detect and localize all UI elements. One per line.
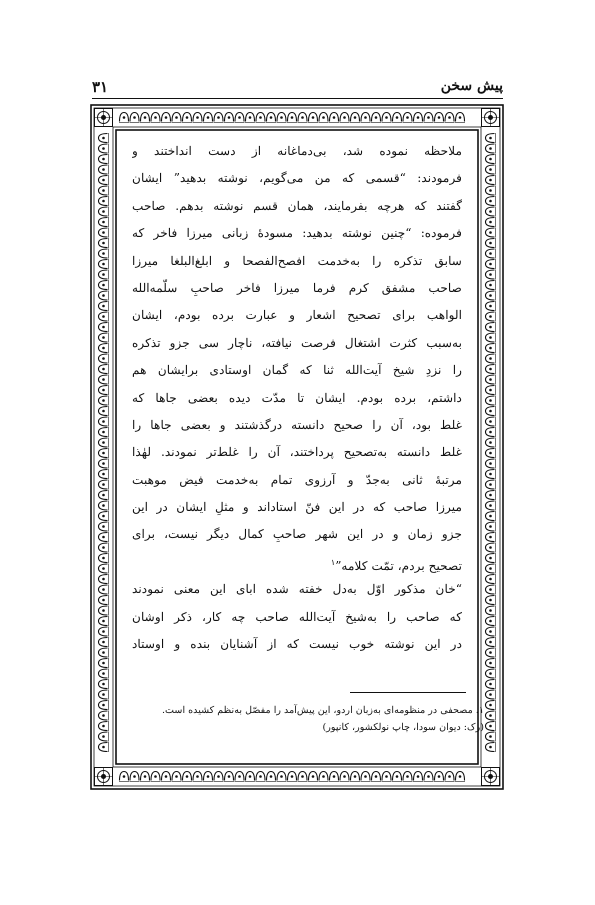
text-line: داشتم، برده بودم. ایشان تا مدّت دیده بعضی جاها که: [132, 390, 462, 405]
text-line: گفتند که هرچه بفرمایند، همان قسم نوشته بدهم. صاحب: [132, 198, 462, 213]
text-line: را نزدِ شیخ آیت‌الله ثنا که گمان اوستادی برایشان هم: [132, 363, 462, 378]
paragraph-2: [132, 576, 462, 658]
text-line-last-text: تصحیح بردم، تمّت کلامه”: [335, 558, 462, 573]
text-line: “خان مذکور اوّل به‌دل خفته شده ابای این معنی نمودند: [132, 582, 462, 597]
header-rule: [92, 98, 503, 99]
text-line: فرمودند: “قسمی که من می‌گویم، نوشته بدهید” ایشان: [132, 171, 462, 186]
paragraph-1: [132, 138, 462, 576]
text-line: غلط بود، آن را صحیح دانسته درگذشتند و بعضی جاها را: [132, 417, 462, 432]
text-line: سابق تذکره را به‌خدمت افصح‌الفصحا و ابلغ‌البلغا میرزا: [132, 253, 462, 268]
text-line: به‌سبب کثرت اشتغال فرصت نیافته، ناچار سی جزو تذکره: [132, 335, 462, 350]
main-text: [132, 138, 462, 686]
footnote-line: ۱. مصحفی در منظومه‌ای به‌زبان اردو، این پیش‌آمد را مفصّل به‌نظم کشیده است.: [161, 705, 484, 716]
page-number: ۳۱: [92, 78, 109, 96]
text-line: صاحب مشفق کرم فرما میرزا فاخر صاحبِ سلّمه‌الله: [132, 280, 462, 295]
text-line-last: [132, 549, 462, 576]
footnote-line: (رک: دیوان سودا، چاپ نولکشور، کانپور): [322, 722, 484, 733]
text-line: ملاحظه نموده شد، بی‌دماغانه از دست انداختند و: [132, 144, 462, 158]
footnote: [104, 702, 484, 736]
text-line: میرزا صاحب که در این فنّ استاداند و مثلِ ایشان در این: [132, 500, 462, 515]
text-line: در این نوشته خوب نیست که از آشنایان بنده و اوستاد: [132, 637, 462, 652]
text-line: مرتبهٔ ثانی به‌جدّ و آرزوی تمام به‌خدمت فیض موهبت: [132, 472, 462, 487]
text-line: الواهب برای تصحیح اشعار و عبارت برده بودم، ایشان: [132, 308, 462, 323]
running-title: پیش سخن: [440, 78, 503, 94]
footnote-separator: [350, 692, 466, 693]
text-line: فرموده: “چنین نوشته بدهید: مسودهٔ زبانی میرزا فاخر که: [132, 226, 462, 241]
text-line: غلط دانسته به‌تصحیح پرداختند، آن را غلط‌تر نمودند. لهٰذا: [132, 445, 462, 460]
page-header: [92, 78, 503, 100]
text-line: که صاحب را به‌شیخ آیت‌الله صاحب چه کار، ذکر اوشان: [132, 609, 462, 624]
text-line: جزو زمان و در این شهر صاحبِ کمال دیگر نیست، برای: [132, 527, 462, 542]
footnote-reference[interactable]: ۱: [330, 557, 336, 567]
